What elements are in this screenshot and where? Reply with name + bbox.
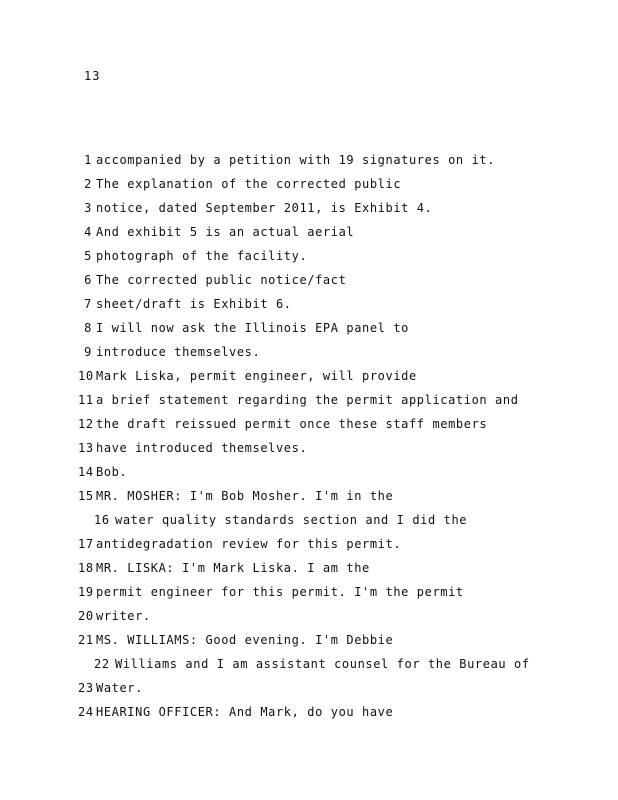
- transcript-line: [0, 440, 618, 464]
- transcript-line: [0, 224, 618, 248]
- line-text: HEARING OFFICER: And Mark, do you have: [96, 705, 394, 719]
- line-number: 13: [78, 441, 94, 455]
- line-number: 5: [84, 249, 92, 263]
- transcript-line: [0, 272, 618, 296]
- line-text: The corrected public notice/fact: [96, 273, 347, 287]
- line-number: 14: [78, 465, 94, 479]
- transcript-line: [0, 704, 618, 728]
- line-number: 9: [84, 345, 92, 359]
- line-text: MS. WILLIAMS: Good evening. I'm Debbie: [96, 633, 394, 647]
- line-number: 23: [78, 681, 94, 695]
- line-text: accompanied by a petition with 19 signatures on it.: [96, 153, 496, 167]
- page-number: 13: [84, 69, 101, 83]
- transcript-line: [0, 344, 618, 368]
- line-text: a brief statement regarding the permit application and: [96, 393, 519, 407]
- transcript-line: [0, 560, 618, 584]
- line-number: 20: [78, 609, 94, 623]
- transcript-line: [0, 488, 618, 512]
- transcript-line: [0, 320, 618, 344]
- line-text: writer.: [96, 609, 151, 623]
- transcript-line: [0, 368, 618, 392]
- line-number: 18: [78, 561, 94, 575]
- line-number: 12: [78, 417, 94, 431]
- line-number: 10: [78, 369, 94, 383]
- line-number: 2: [84, 177, 92, 191]
- line-text: sheet/draft is Exhibit 6.: [96, 297, 292, 311]
- line-text: the draft reissued permit once these staff members: [96, 417, 488, 431]
- line-text: permit engineer for this permit. I'm the permit: [96, 585, 464, 599]
- transcript-line: [0, 152, 618, 176]
- line-text: MR. LISKA: I'm Mark Liska. I am the: [96, 561, 370, 575]
- line-number: 19: [78, 585, 94, 599]
- line-number: 7: [84, 297, 92, 311]
- line-text: Bob.: [96, 465, 128, 479]
- line-number: 17: [78, 537, 94, 551]
- line-number: 1: [84, 153, 92, 167]
- line-number: 22: [94, 657, 110, 671]
- transcript-line: [0, 536, 618, 560]
- transcript-line: [0, 608, 618, 632]
- transcript-line: [0, 176, 618, 200]
- line-text: Mark Liska, permit engineer, will provide: [96, 369, 417, 383]
- line-number: 3: [84, 201, 92, 215]
- line-number: 4: [84, 225, 92, 239]
- line-text: Water.: [96, 681, 143, 695]
- transcript-line: [0, 392, 618, 416]
- transcript-line: [0, 416, 618, 440]
- transcript-line: [0, 200, 618, 224]
- line-text: notice, dated September 2011, is Exhibit 4.: [96, 201, 433, 215]
- transcript-line: [0, 248, 618, 272]
- transcript-body: [0, 152, 618, 728]
- line-number: 16: [94, 513, 110, 527]
- line-number: 6: [84, 273, 92, 287]
- line-number: 21: [78, 633, 94, 647]
- line-text: have introduced themselves.: [96, 441, 308, 455]
- transcript-line: [0, 584, 618, 608]
- line-text: Williams and I am assistant counsel for the Bureau of: [115, 657, 530, 671]
- transcript-line: [0, 656, 618, 680]
- line-text: photograph of the facility.: [96, 249, 308, 263]
- transcript-line: [0, 680, 618, 704]
- line-number: 24: [78, 705, 94, 719]
- transcript-line: [0, 296, 618, 320]
- line-text: antidegradation review for this permit.: [96, 537, 402, 551]
- line-number: 15: [78, 489, 94, 503]
- transcript-line: [0, 464, 618, 488]
- line-text: MR. MOSHER: I'm Bob Mosher. I'm in the: [96, 489, 394, 503]
- line-number: 8: [84, 321, 92, 335]
- line-text: The explanation of the corrected public: [96, 177, 402, 191]
- transcript-line: [0, 512, 618, 536]
- line-text: water quality standards section and I did the: [115, 513, 468, 527]
- line-number: 11: [78, 393, 94, 407]
- transcript-line: [0, 632, 618, 656]
- line-text: introduce themselves.: [96, 345, 261, 359]
- line-text: And exhibit 5 is an actual aerial: [96, 225, 355, 239]
- line-text: I will now ask the Illinois EPA panel to: [96, 321, 409, 335]
